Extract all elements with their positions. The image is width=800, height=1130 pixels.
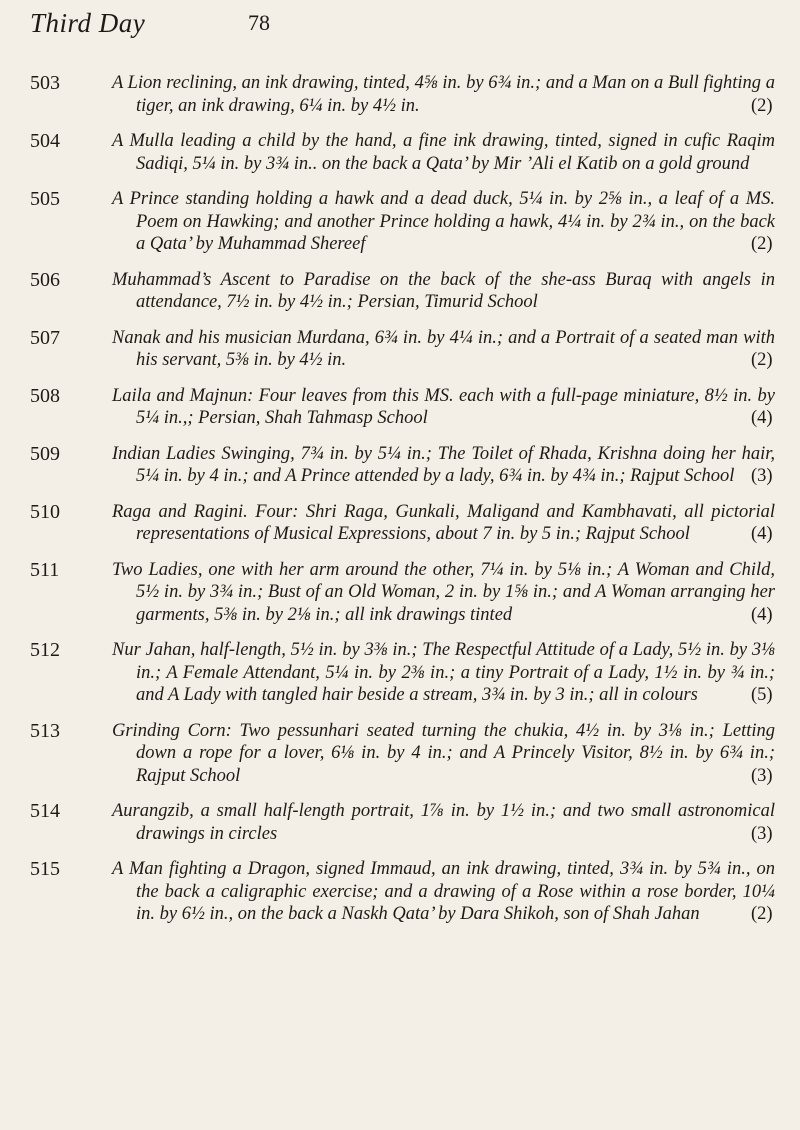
lot-number: 505: [30, 188, 60, 210]
lot-description: Laila and Majnun: Four leaves from this MS. each with a full-page miniature, 8½ in. by 5¼ in.,; Persian, Shah Tahmasp School (4): [112, 385, 775, 428]
lot-number: 510: [30, 500, 60, 523]
lot-number: 513: [30, 719, 60, 742]
lot-entry: [30, 443, 775, 488]
lot-entry: [30, 559, 775, 627]
lot-description: [112, 269, 775, 314]
lot-description: Nanak and his musician Murdana, 6¾ in. by 4¼ in.; and a Portrait of a seated man with his servant, 5⅜ in. by 4½ in. (2): [112, 327, 775, 370]
lot-entry: [30, 269, 775, 314]
lot-description: Aurangzib, a small half-length portrait, 1⅞ in. by 1½ in.; and two small astronomical drawings in circles (3): [112, 801, 775, 844]
lot-description: Two Ladies, one with her arm around the other, 7¼ in. by 5⅛ in.; A Woman and Child, 5½ in. by 3¾ in.; Bust of an Old Woman, 2 in. by 1⅝ in.; and A Woman arranging her garments, 5⅜ in. by 2⅛ in.; all ink drawings tinted (4): [112, 559, 775, 625]
lot-entry: [30, 800, 775, 845]
lot-entry: [30, 72, 775, 117]
lot-number: 504: [30, 130, 60, 152]
lot-description-text: Indian Ladies Swinging, 7¾ in. by 5¼ in.; The Toilet of Rhada, Krishna doing her hair, 5¼ in. by 4 in.; and A Prince attended by a lady, 6¾ in. by 4¾ in.; Rajput School: [112, 443, 775, 486]
lot-description: A Man fighting a Dragon, signed Immaud, an ink drawing, tinted, 3¾ in. by 5¾ in., on the back a caligraphic exercise; and a drawing of a Rose within a rose border, 10¼ in. by 6½ in., on the back a Naskh Qata’ by Dara Shikoh, son of Shah Jahan (2): [112, 859, 775, 924]
lot-description: Grinding Corn: Two pessunhari seated turning the chukia, 4½ in. by 3⅛ in.; Letting down a rope for a lover, 6⅛ in. by 4 in.; and A Princely Visitor, 8½ in. by 6¾ in.; Rajput School (3): [112, 720, 775, 786]
lot-description: A Prince standing holding a hawk and a dead duck, 5¼ in. by 2⅝ in., a leaf of a MS. Poem on Hawking; and another Prince holding a hawk, 4¼ in. by 2¾ in., on the back a Qata’ by Muhammad Shereef (2): [112, 189, 775, 254]
lot-description-text: Nanak and his musician Murdana, 6¾ in. by 4¼ in.; and a Portrait of a seated man with his servant, 5⅜ in. by 4½ in.: [112, 327, 775, 370]
lot-entry: [30, 858, 775, 926]
lot-entry: [30, 327, 775, 372]
lot-description-text: A Man fighting a Dragon, signed Immaud, an ink drawing, tinted, 3¾ in. by 5¾ in., on the back a caligraphic exercise; and a drawing of a Rose within a rose border, 10¼ in. by 6½ in., on the back a Naskh Qata’ by Dara Shikoh, son of Shah Jahan: [112, 859, 775, 924]
lot-description: Nur Jahan, half-length, 5½ in. by 3⅜ in.; The Respectful Attitude of a Lady, 5½ in. by 3⅛ in.; A Female Attendant, 5¼ in. by 2⅜ in.; a tiny Portrait of a Lady, 1½ in. by ¾ in.; and A Lady with tangled hair beside a stream, 3¾ in. by 3 in.; all in colours (5): [112, 640, 775, 705]
lot-description-text: A Mulla leading a child by the hand, a fine ink drawing, tinted, signed in cufic Raqim Sadiqi, 5¼ in. by 3¾ in.. on the back a Qata’ by Mir ’Ali el Katib on a gold ground: [112, 131, 775, 174]
lot-number: 512: [30, 639, 60, 661]
lot-description-text: Grinding Corn: Two pessunhari seated turning the chukia, 4½ in. by 3⅛ in.; Letting down a rope for a lover, 6⅛ in. by 4 in.; and A Princely Visitor, 8½ in. by 6¾ in.; Rajput School: [112, 720, 775, 786]
lot-entry: [30, 501, 775, 546]
lot-entry: [30, 188, 775, 256]
lot-number: 509: [30, 442, 60, 465]
lot-description-text: Laila and Majnun: Four leaves from this MS. each with a full-page miniature, 8½ in. by 5¼ in.,; Persian, Shah Tahmasp School: [112, 385, 775, 428]
lot-number: 514: [30, 800, 60, 822]
lot-number: 515: [30, 858, 60, 880]
lot-description: Indian Ladies Swinging, 7¾ in. by 5¼ in.; The Toilet of Rhada, Krishna doing her hair, 5¼ in. by 4 in.; and A Prince attended by a lady, 6¾ in. by 4¾ in.; Rajput School (3): [112, 443, 775, 486]
lot-description: [112, 130, 775, 175]
lot-description: A Lion reclining, an ink drawing, tinted, 4⅝ in. by 6¾ in.; and a Man on a Bull fighting a tiger, an ink drawing, 6¼ in. by 4½ in. (2): [112, 73, 775, 116]
sale-day-heading: Third Day: [30, 8, 146, 38]
lot-entry: [30, 639, 775, 707]
lot-description-text: Two Ladies, one with her arm around the other, 7¼ in. by 5⅛ in.; A Woman and Child, 5½ in. by 3¾ in.; Bust of an Old Woman, 2 in. by 1⅝ in.; and A Woman arranging her garments, 5⅜ in. by 2⅛ in.; all ink drawings tinted: [112, 559, 775, 625]
page-number: 78: [248, 10, 270, 35]
page-header: [30, 8, 770, 48]
lot-description-text: A Lion reclining, an ink drawing, tinted, 4⅝ in. by 6¾ in.; and a Man on a Bull fighting a tiger, an ink drawing, 6¼ in. by 4½ in.: [112, 73, 775, 116]
lot-description-text: A Prince standing holding a hawk and a dead duck, 5¼ in. by 2⅝ in., a leaf of a MS. Poem on Hawking; and another Prince holding a hawk, 4¼ in. by 2¾ in., on the back a Qata’ by Muhammad Shereef: [112, 189, 775, 254]
lot-number: 511: [30, 558, 60, 581]
lot-number: 508: [30, 384, 60, 407]
lot-description-text: Nur Jahan, half-length, 5½ in. by 3⅜ in.; The Respectful Attitude of a Lady, 5½ in. by 3⅛ in.; A Female Attendant, 5¼ in. by 2⅜ in.; a tiny Portrait of a Lady, 1½ in. by ¾ in.; and A Lady with tangled hair beside a stream, 3¾ in. by 3 in.; all in colours: [112, 640, 775, 705]
lot-entry: [30, 385, 775, 430]
lot-number: 506: [30, 268, 60, 291]
lot-description: Raga and Ragini. Four: Shri Raga, Gunkali, Maligand and Kambhavati, all pictorial representations of Musical Expressions, about 7 in. by 5 in.; Rajput School (4): [112, 501, 775, 544]
lot-number: 507: [30, 326, 60, 349]
lot-entry: [30, 720, 775, 788]
lot-list: [30, 72, 775, 939]
lot-description-text: Muhammad’s Ascent to Paradise on the back of the she-ass Buraq with angels in attendance, 7½ in. by 4½ in.; Persian, Timurid School: [112, 269, 775, 312]
lot-description-text: Aurangzib, a small half-length portrait, 1⅞ in. by 1½ in.; and two small astronomical drawings in circles: [112, 801, 775, 844]
lot-description-text: Raga and Ragini. Four: Shri Raga, Gunkali, Maligand and Kambhavati, all pictorial representations of Musical Expressions, about 7 in. by 5 in.; Rajput School: [112, 501, 775, 544]
lot-entry: [30, 130, 775, 175]
lot-number: 503: [30, 72, 60, 94]
